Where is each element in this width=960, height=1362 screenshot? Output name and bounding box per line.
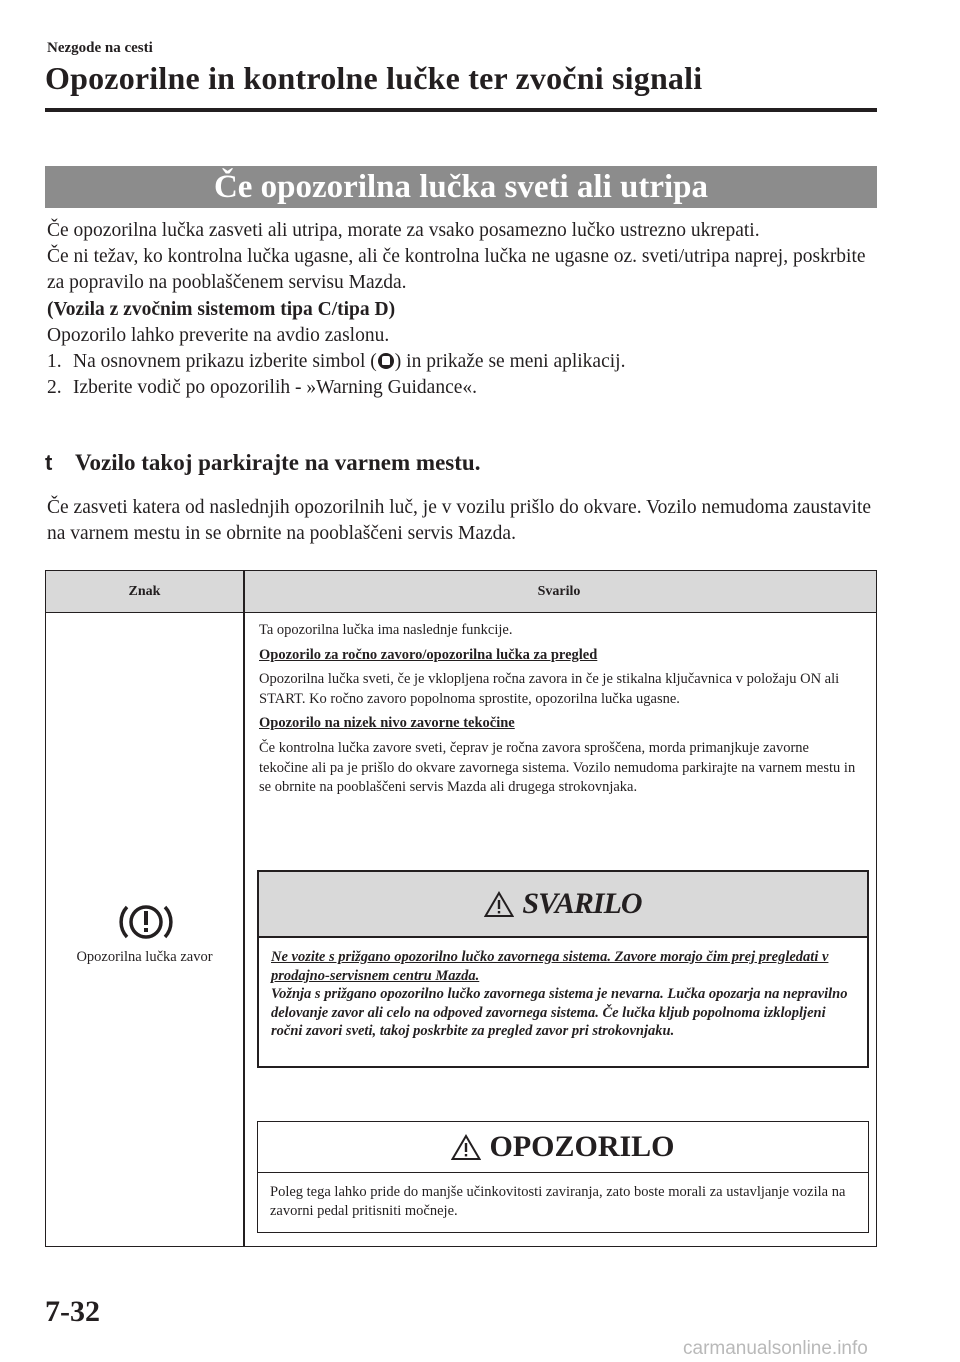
- step-number: 2.: [47, 377, 62, 399]
- intro-paragraph-3: Opozorilo lahko preverite na avdio zaslonu.: [47, 324, 390, 346]
- bullet-icon: t: [45, 450, 53, 475]
- svarilo-text: Vožnja s prižgano opozorilno lučko zavornega sistema je nevarna. Lučka opozarja na nepravilno delovanje zavor ali celo na odpoved zavornega sistema. Če lučka kljub popolnoma izklopljeni ročni zavori sveti, takoj poskrbite za pregled zavor pri strokovnjaku.: [271, 986, 848, 1040]
- sign-label: Opozorilna lučka zavor: [76, 949, 213, 965]
- column-header-sign: Znak: [128, 584, 161, 599]
- intro-paragraph-1: Če opozorilna lučka zasveti ali utripa, morate za vsako posamezno lučko ustrezno ukrepati.: [47, 220, 760, 241]
- svarilo-title: SVARILO: [522, 887, 642, 920]
- step-2: [47, 375, 887, 401]
- opozorilo-text: Poleg tega lahko pride do manjše učinkovitosti zaviranja, zato boste morali za ustavljanje vozila na zavorni pedal pritisniti močneje.: [270, 1184, 846, 1219]
- warning-triangle-icon: [451, 1134, 481, 1161]
- subsection-heading: [45, 450, 480, 476]
- chapter-divider: [45, 108, 877, 112]
- opozorilo-box: [257, 1121, 869, 1233]
- step-text: Izberite vodič po opozorilih - »Warning Guidance«.: [73, 377, 478, 399]
- watermark: carmanualsonline.info: [683, 1338, 868, 1359]
- page-number: 7-32: [45, 1295, 100, 1328]
- warning-lights-table: [45, 570, 877, 1247]
- section-label: Nezgode na cesti: [47, 40, 153, 56]
- brake-fluid-heading: Opozorilo na nizek nivo zavorne tekočine: [259, 715, 515, 732]
- chapter-title: Opozorilne in kontrolne lučke ter zvočni signali: [45, 60, 703, 96]
- svarilo-body: [259, 938, 867, 1041]
- step-1: [47, 349, 887, 375]
- subsection-title: Vozilo takoj parkirajte na varnem mestu.: [75, 450, 481, 475]
- brake-warning-icon: [118, 900, 174, 944]
- opozorilo-title: OPOZORILO: [489, 1130, 675, 1163]
- step-text: [73, 349, 625, 375]
- column-divider: [243, 571, 245, 1246]
- intro-paragraph-2: Če ni težav, ko kontrolna lučka ugasne, ali če kontrolna lučka ne ugasne oz. sveti/utripa naprej, poskrbite za popravilo na pooblaščenem servisu Mazda.: [47, 246, 866, 294]
- subsection-text: Če zasveti katera od naslednjih opozorilnih luč, je v vozilu prišlo do okvare. Vozilo nemudoma zaustavite na varnem mestu in se obrnite na pooblaščeni servis Mazda.: [47, 497, 872, 545]
- table-header: [46, 571, 876, 613]
- warning-triangle-icon: [484, 891, 514, 918]
- step-number: 1.: [47, 351, 62, 373]
- svarilo-header: [259, 872, 867, 938]
- svarilo-underlined-text: Ne vozite s prižgano opozorilno lučko zavornega sistema. Zavore morajo čim prej pregledati v prodajno-servisnem centru Mazda.: [271, 949, 829, 984]
- step-text-after: ) in prikaže se meni aplikacij.: [394, 351, 626, 373]
- opozorilo-header: [258, 1122, 868, 1173]
- step-text-before: Na osnovnem prikazu izberite simbol (: [73, 351, 377, 373]
- svarilo-box: [257, 870, 869, 1068]
- functions-intro: Ta opozorilna lučka ima naslednje funkcije.: [259, 622, 513, 638]
- column-header-warning: Svarilo: [537, 584, 581, 599]
- audio-system-note: (Vozila z zvočnim sistemom tipa C/tipa D): [47, 298, 396, 320]
- sign-cell: [46, 613, 243, 1245]
- parking-brake-heading: Opozorilo za ročno zavoro/opozorilna lučka za pregled: [259, 646, 598, 663]
- intro-text: [47, 218, 887, 401]
- parking-brake-text: Opozorilna lučka sveti, če je vklopljena ročna zavora in če je stikalna ključavnica v položaju ON ali START. Ko ročno zavoro popolnoma sprostite, opozorilna lučka ugasne.: [259, 671, 840, 707]
- applications-menu-icon: [378, 353, 394, 369]
- brake-fluid-text: Če kontrolna lučka zavore sveti, čeprav je ročna zavora sproščena, morda primanjkuje zavorne tekočine ali pa je prišlo do okvare zavornega sistema. Vozilo nemudoma parkirajte na varnem mestu in se obrnite na pooblaščeni servis Mazda ali drugega strokovnjaka.: [259, 739, 856, 796]
- section-banner: Če opozorilna lučka sveti ali utripa: [45, 166, 877, 208]
- warning-description: [259, 621, 859, 803]
